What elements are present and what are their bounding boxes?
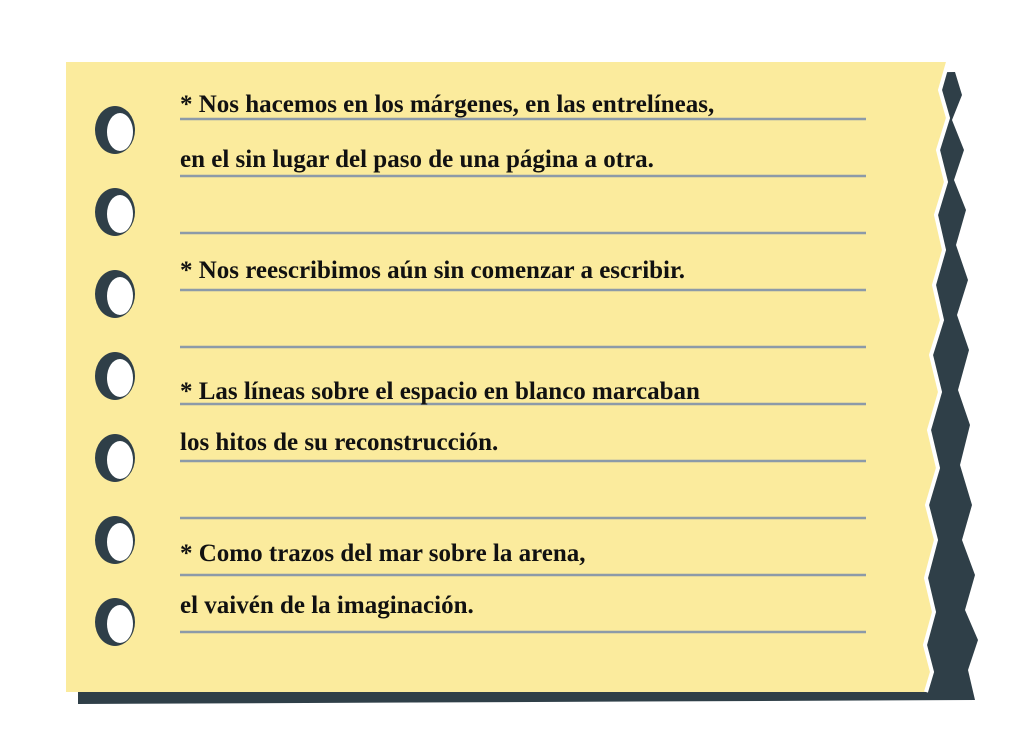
binder-hole-icon bbox=[95, 188, 135, 236]
binder-hole-icon bbox=[95, 106, 135, 154]
note-line-2: en el sin lugar del paso de una página a otra. bbox=[180, 146, 654, 173]
note-line-1: * Nos hacemos en los márgenes, en las entrelíneas, bbox=[180, 91, 715, 118]
binder-hole-icon bbox=[95, 352, 135, 400]
note-line-6: * Como trazos del mar sobre la arena, bbox=[180, 540, 586, 567]
note-line-4: * Las líneas sobre el espacio en blanco marcaban bbox=[180, 378, 700, 405]
binder-hole-icon bbox=[95, 516, 135, 564]
binder-hole-icon bbox=[95, 270, 135, 318]
note-line-7: el vaivén de la imaginación. bbox=[180, 592, 474, 619]
binder-hole-icon bbox=[95, 434, 135, 482]
binder-hole-icon bbox=[95, 598, 135, 646]
note-line-3: * Nos reescribimos aún sin comenzar a escribir. bbox=[180, 257, 686, 284]
note-line-5: los hitos de su reconstrucción. bbox=[180, 429, 499, 456]
